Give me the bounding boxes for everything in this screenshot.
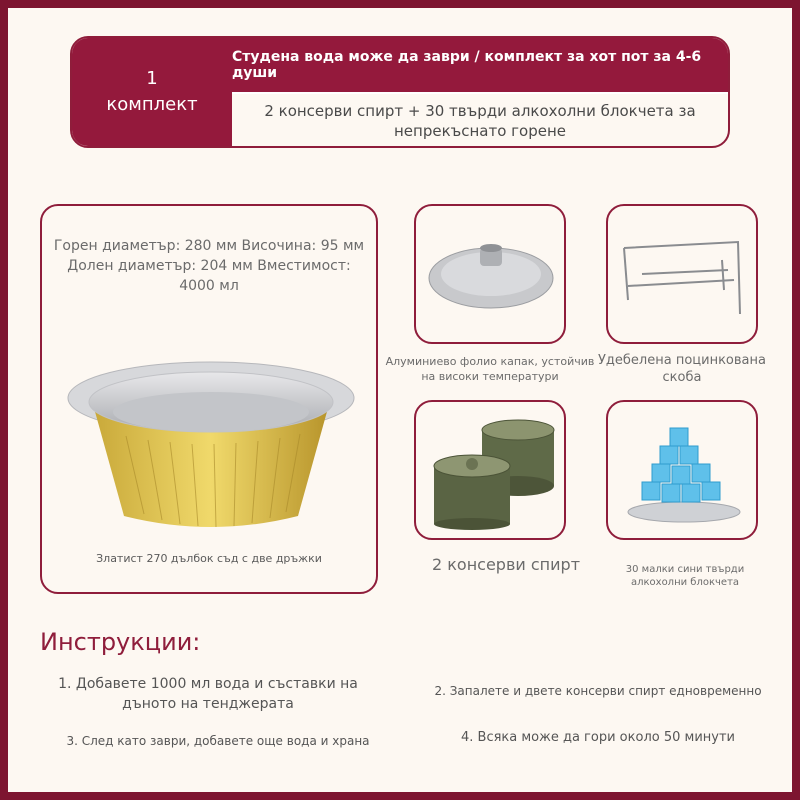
kit-badge xyxy=(72,38,232,146)
foil-lid-icon xyxy=(424,236,558,316)
fuel-cans-card xyxy=(414,400,566,540)
gold-bowl-icon xyxy=(66,346,356,536)
page xyxy=(8,8,792,792)
fuel-cubes-icon xyxy=(622,420,746,526)
fuel-cans-icon xyxy=(426,412,560,532)
bowl-specs: Горен диаметър: 280 мм Височина: 95 мм Долен диаметър: 204 мм Вместимост: 4000 мл xyxy=(53,238,365,294)
wire-stand-caption: Удебелена поцинкована скоба xyxy=(598,353,766,385)
bowl-card xyxy=(40,204,378,594)
fuel-cubes-card xyxy=(606,400,758,540)
kit-count: 1 xyxy=(146,68,158,89)
wire-stand-icon xyxy=(618,230,748,320)
instruction-step-3: 3. След като заври, добавете още вода и храна xyxy=(66,734,370,748)
wire-stand-card xyxy=(606,204,758,344)
instruction-step-2: 2. Запалете и двете консерви спирт едновременно xyxy=(434,684,762,698)
foil-lid-caption: Алуминиево фолио капак, устойчив на високи температури xyxy=(385,355,595,383)
foil-lid-card xyxy=(414,204,566,344)
kit-label: комплект xyxy=(106,94,198,115)
header-banner xyxy=(70,36,730,148)
headline: Студена вода може да заври / комплект за хот пот за 4-6 души xyxy=(232,38,728,94)
bowl-caption: Златист 270 дълбок съд с две дръжки xyxy=(96,552,322,565)
subline: 2 консерви спирт + 30 твърди алкохолни блокчета за непрекъснато горене xyxy=(264,102,696,140)
instructions-title: Инструкции: xyxy=(40,628,201,656)
fuel-cans-caption: 2 консерви спирт xyxy=(431,555,581,574)
fuel-cubes-caption: 30 малки сини твърди алкохолни блокчета xyxy=(625,564,745,588)
instruction-step-4: 4. Всяка може да гори около 50 минути xyxy=(461,730,735,745)
instruction-step-1: 1. Добавете 1000 мл вода и съставки на дъното на тенджерата xyxy=(58,676,358,712)
